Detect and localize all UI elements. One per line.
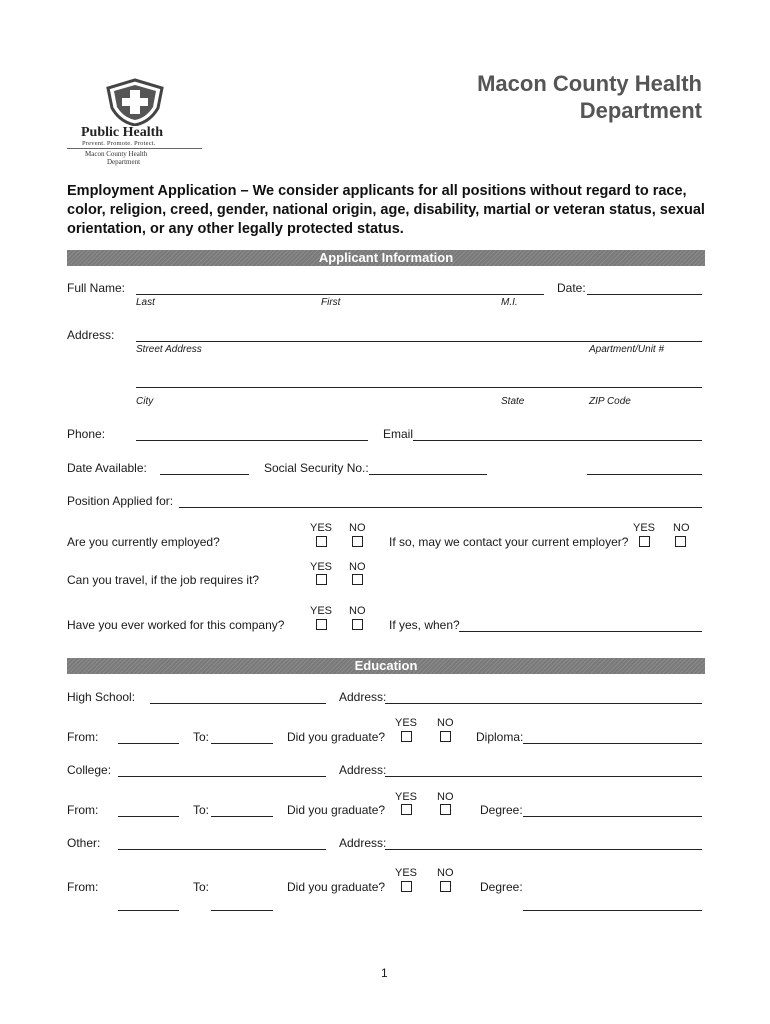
full-name-label: Full Name: xyxy=(67,281,126,295)
date-field[interactable] xyxy=(587,294,702,295)
hs-to-field[interactable] xyxy=(211,743,273,744)
diploma-field[interactable] xyxy=(523,743,702,744)
ssn-label: Social Security No.: xyxy=(264,461,369,475)
hs-yes-checkbox[interactable] xyxy=(401,731,412,742)
address-label: Address: xyxy=(67,328,115,342)
college-graduate-label: Did you graduate? xyxy=(287,803,386,817)
employed-question: Are you currently employed? xyxy=(67,535,220,549)
other-to-label: To: xyxy=(193,880,210,894)
logo-dept-line2: Department xyxy=(107,158,141,166)
logo-tagline: Prevent. Promote. Protect. xyxy=(82,140,156,147)
apt-caption: Apartment/Unit # xyxy=(589,344,665,355)
title-line1: Macon County Health xyxy=(477,71,702,96)
other-to-field[interactable] xyxy=(211,910,273,911)
college-from-label: From: xyxy=(67,803,99,817)
high-school-field[interactable] xyxy=(150,703,326,704)
high-school-address-field[interactable] xyxy=(385,703,702,704)
travel-yes-label: YES xyxy=(310,561,333,573)
college-degree-field[interactable] xyxy=(523,816,702,817)
hs-to-label: To: xyxy=(193,730,210,744)
other-from-field[interactable] xyxy=(118,910,179,911)
contact-no-label: NO xyxy=(673,522,690,534)
worked-no-label: NO xyxy=(349,605,366,617)
college-to-field[interactable] xyxy=(211,816,273,817)
phone-label: Phone: xyxy=(67,427,106,441)
worked-question: Have you ever worked for this company? xyxy=(67,618,285,632)
hs-no-label: NO xyxy=(437,717,454,729)
shield-cross-icon xyxy=(100,78,170,126)
date-available-field[interactable] xyxy=(160,474,249,475)
college-to-label: To: xyxy=(193,803,210,817)
college-no-checkbox[interactable] xyxy=(440,804,451,815)
other-degree-field[interactable] xyxy=(523,910,702,911)
when-field[interactable] xyxy=(459,631,702,632)
hs-from-label: From: xyxy=(67,730,99,744)
hs-from-field[interactable] xyxy=(118,743,179,744)
other-no-label: NO xyxy=(437,867,454,879)
diploma-label: Diploma: xyxy=(476,730,524,744)
contact-no-checkbox[interactable] xyxy=(675,536,686,547)
other-yes-label: YES xyxy=(395,867,418,879)
college-yes-checkbox[interactable] xyxy=(401,804,412,815)
city-state-zip-field[interactable] xyxy=(136,387,702,388)
college-address-field[interactable] xyxy=(385,776,702,777)
college-degree-label: Degree: xyxy=(480,803,523,817)
hs-graduate-label: Did you graduate? xyxy=(287,730,386,744)
other-from-label: From: xyxy=(67,880,99,894)
other-no-checkbox[interactable] xyxy=(440,881,451,892)
employed-yes-checkbox[interactable] xyxy=(316,536,327,547)
extra-field[interactable] xyxy=(587,474,702,475)
worked-yes-checkbox[interactable] xyxy=(316,619,327,630)
street-caption: Street Address xyxy=(136,344,202,355)
worked-yes-label: YES xyxy=(310,605,333,617)
title-line2: Department xyxy=(579,98,702,123)
contact-yes-label: YES xyxy=(633,522,656,534)
travel-no-label: NO xyxy=(349,561,366,573)
applicant-section-header: Applicant Information xyxy=(67,250,705,266)
email-field[interactable] xyxy=(413,440,702,441)
education-section-header: Education xyxy=(67,658,705,674)
employed-no-checkbox[interactable] xyxy=(352,536,363,547)
phone-field[interactable] xyxy=(136,440,368,441)
employed-yes-label: YES xyxy=(310,522,333,534)
other-address-field[interactable] xyxy=(385,849,702,850)
street-address-field[interactable] xyxy=(136,341,702,342)
other-yes-checkbox[interactable] xyxy=(401,881,412,892)
high-school-address-label: Address: xyxy=(339,690,387,704)
position-field[interactable] xyxy=(179,507,702,508)
travel-question: Can you travel, if the job requires it? xyxy=(67,573,260,587)
high-school-label: High School: xyxy=(67,690,136,704)
other-graduate-label: Did you graduate? xyxy=(287,880,386,894)
date-available-label: Date Available: xyxy=(67,461,147,475)
contact-question: If so, may we contact your current employer? xyxy=(389,535,629,549)
position-label: Position Applied for: xyxy=(67,494,174,508)
college-from-field[interactable] xyxy=(118,816,179,817)
other-field[interactable] xyxy=(118,849,326,850)
travel-yes-checkbox[interactable] xyxy=(316,574,327,585)
when-label: If yes, when? xyxy=(389,618,460,632)
zip-caption: ZIP Code xyxy=(589,396,631,407)
public-health-logo xyxy=(67,78,207,168)
college-label: College: xyxy=(67,763,112,777)
page-number: 1 xyxy=(381,966,388,980)
college-field[interactable] xyxy=(118,776,326,777)
city-caption: City xyxy=(136,396,154,407)
first-caption: First xyxy=(321,297,341,308)
state-caption: State xyxy=(501,396,525,407)
ssn-field[interactable] xyxy=(369,474,487,475)
logo-name: Public Health xyxy=(81,125,164,140)
last-caption: Last xyxy=(136,297,155,308)
intro-statement: Employment Application – We consider applicants for all positions without regard to race, color, religion, creed, gender, national origin, age, disability, martial or veteran status, sexual orientation, or any other legally protected status. xyxy=(67,183,705,237)
hs-no-checkbox[interactable] xyxy=(440,731,451,742)
full-name-field[interactable] xyxy=(136,294,544,295)
travel-no-checkbox[interactable] xyxy=(352,574,363,585)
email-label: Email xyxy=(383,427,414,441)
employed-no-label: NO xyxy=(349,522,366,534)
contact-yes-checkbox[interactable] xyxy=(639,536,650,547)
other-label: Other: xyxy=(67,836,101,850)
other-degree-label: Degree: xyxy=(480,880,523,894)
mi-caption: M.I. xyxy=(501,297,518,308)
other-address-label: Address: xyxy=(339,836,387,850)
college-address-label: Address: xyxy=(339,763,387,777)
logo-dept-line1: Macon County Health xyxy=(85,150,148,158)
college-yes-label: YES xyxy=(395,791,418,803)
page-title xyxy=(477,70,702,124)
college-no-label: NO xyxy=(437,791,454,803)
date-label: Date: xyxy=(557,281,586,295)
worked-no-checkbox[interactable] xyxy=(352,619,363,630)
hs-yes-label: YES xyxy=(395,717,418,729)
